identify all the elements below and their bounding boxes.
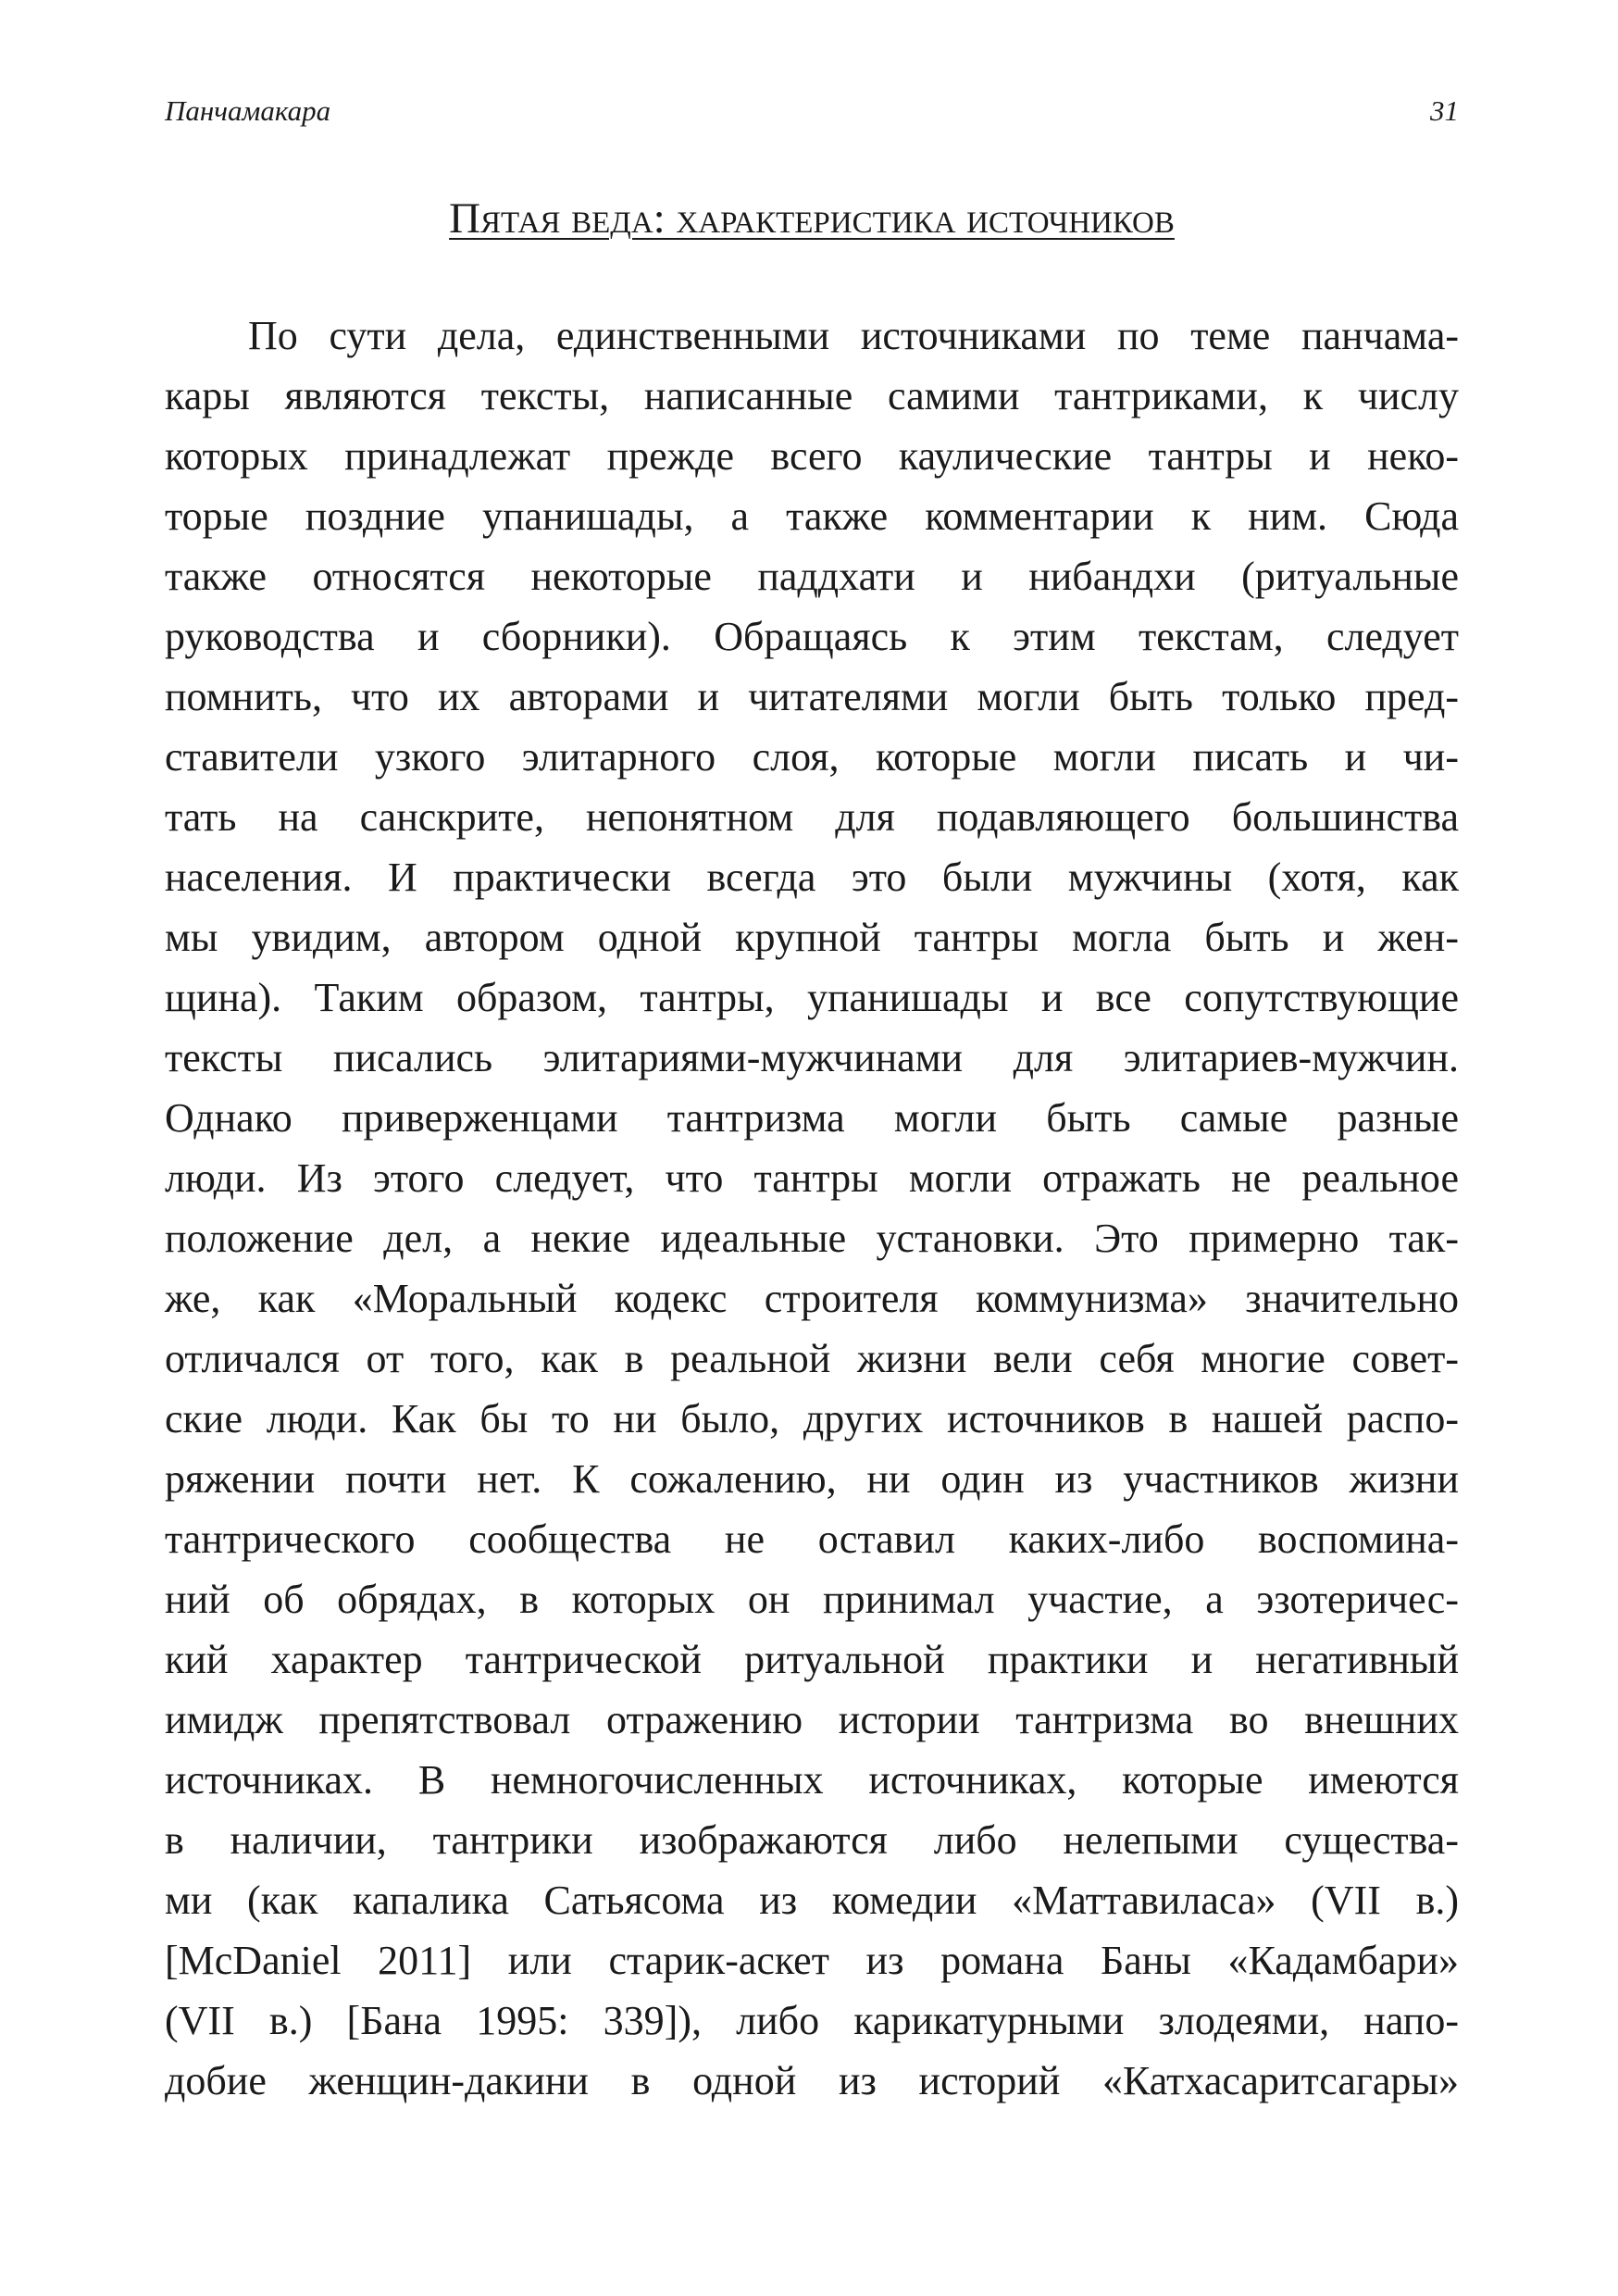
text-line: тексты писались элитариями-мужчинами для элитариев-мужчин. [165, 1035, 1459, 1080]
text-line: мы увидим, автором одной крупной тантры могла быть и жен- [165, 915, 1459, 960]
text-line: По сути дела, единственными источниками по теме панчама- [248, 313, 1459, 358]
text-line: ставители узкого элитарного слоя, которые могли писать и чи- [165, 734, 1459, 780]
text-line: руководства и сборники). Обращаясь к этим текстам, следует [165, 614, 1459, 659]
text-line: щина). Таким образом, тантры, упанишады и все сопутствующие [165, 975, 1459, 1020]
text-line: кары являются тексты, написанные самими тантриками, к числу [165, 373, 1459, 418]
text-line: тантрического сообщества не оставил каких-либо воспомина- [165, 1516, 1459, 1562]
text-line: которых принадлежат прежде всего каулические тантры и неко- [165, 433, 1459, 479]
text-line: ряжении почти нет. К сожалению, ни один из участников жизни [165, 1456, 1459, 1502]
text-line: (VII в.) [Бана 1995: 339]), либо карикатурными злодеями, напо- [165, 1998, 1459, 2043]
text-line: торые поздние упанишады, а также комментарии к ним. Сюда [165, 493, 1459, 539]
text-line: положение дел, а некие идеальные установки. Это примерно так- [165, 1216, 1459, 1261]
text-line: ские люди. Как бы то ни было, других источников в нашей распо- [165, 1396, 1459, 1441]
text-line: ний об обрядах, в которых он принимал участие, а эзотеричес- [165, 1577, 1459, 1622]
running-head-title: Панчамакара [165, 94, 331, 127]
text-line: источниках. В немногочисленных источниках, которые имеются [165, 1757, 1459, 1803]
text-line: же, как «Моральный кодекс строителя коммунизма» значительно [165, 1276, 1459, 1321]
running-head [165, 91, 1459, 131]
body-paragraph [165, 306, 1459, 2111]
text-line: добие женщин-дакини в одной из историй «Катхасаритсагары» [165, 2058, 1459, 2103]
text-line: также относятся некоторые паддхати и нибандхи (ритуальные [165, 554, 1459, 599]
text-line: населения. И практически всегда это были мужчины (хотя, как [165, 855, 1459, 900]
text-line: отличался от того, как в реальной жизни вели себя многие совет- [165, 1336, 1459, 1381]
text-line: [McDaniel 2011] или старик-аскет из романа Баны «Кадамбари» [165, 1938, 1459, 1983]
text-line: люди. Из этого следует, что тантры могли отражать не реальное [165, 1155, 1459, 1201]
text-line: Однако приверженцами тантризма могли быть самые разные [165, 1095, 1459, 1141]
text-line: помнить, что их авторами и читателями могли быть только пред- [165, 674, 1459, 719]
text-line: тать на санскрите, непонятном для подавляющего большинства [165, 794, 1459, 840]
page-number: 31 [1430, 94, 1459, 127]
text-line: кий характер тантрической ритуальной практики и негативный [165, 1637, 1459, 1682]
text-line: имидж препятствовал отражению истории тантризма во внешних [165, 1697, 1459, 1742]
text-line: ми (как капалика Сатьясома из комедии «Маттавиласа» (VII в.) [165, 1878, 1459, 1923]
text-line: в наличии, тантрики изображаются либо нелепыми существа- [165, 1817, 1459, 1863]
section-heading: Пятая веда: характеристика источников [449, 194, 1175, 243]
